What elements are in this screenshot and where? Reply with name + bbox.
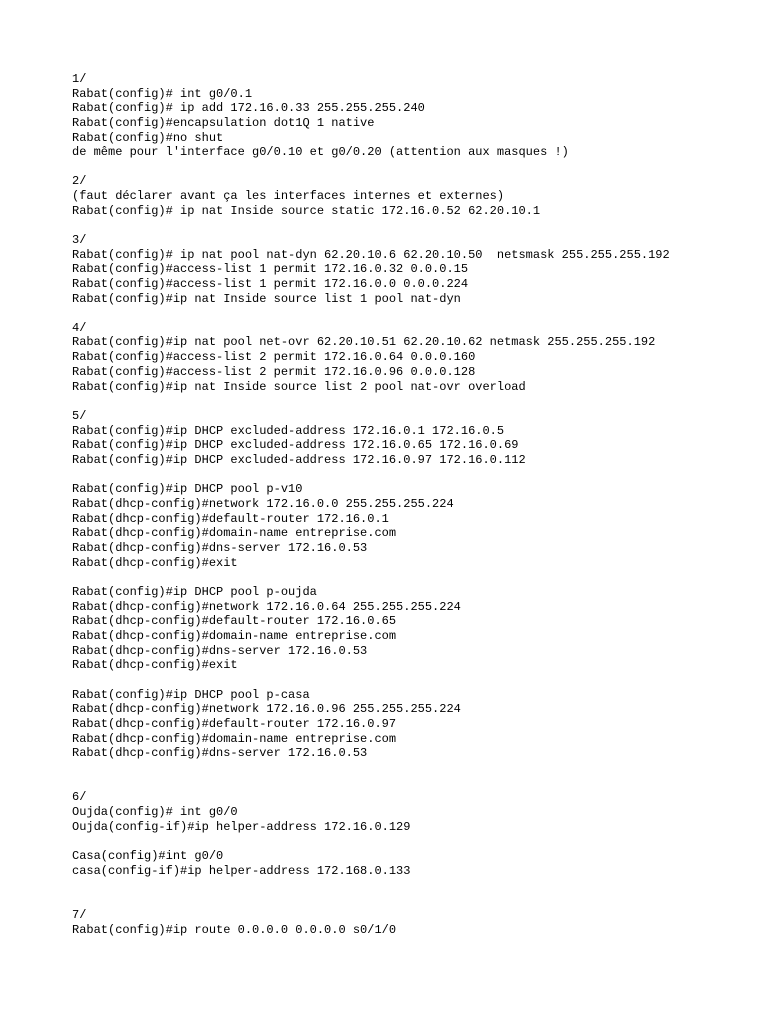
command-line: Rabat(dhcp-config)#exit [72,658,238,672]
section-1-heading: 1/ [72,72,87,86]
command-line: Rabat(config)#ip DHCP excluded-address 172.16.0.65 172.16.0.69 [72,438,519,452]
command-line: Rabat(dhcp-config)#default-router 172.16.0.97 [72,717,397,731]
command-line: Rabat(config)#access-list 2 permit 172.16.0.96 0.0.0.128 [72,365,476,379]
command-line: Rabat(dhcp-config)#default-router 172.16.0.65 [72,614,397,628]
command-line: Rabat(dhcp-config)#domain-name entreprise.com [72,629,397,643]
command-line: Rabat(config)#ip DHCP pool p-oujda [72,585,317,599]
section-5-heading: 5/ [72,409,87,423]
command-line: Rabat(dhcp-config)#network 172.16.0.96 255.255.255.224 [72,702,461,716]
command-line: Rabat(config)#ip route 0.0.0.0 0.0.0.0 s0/1/0 [72,923,397,937]
command-line: Rabat(config)#no shut [72,131,224,145]
command-line: Rabat(config)#ip DHCP excluded-address 172.16.0.97 172.16.0.112 [72,453,526,467]
command-line: Rabat(dhcp-config)#default-router 172.16.0.1 [72,512,389,526]
command-line: Rabat(config)#ip DHCP pool p-v10 [72,482,303,496]
command-line: Rabat(config)# ip add 172.16.0.33 255.255.255.240 [72,101,425,115]
command-line: Rabat(dhcp-config)#network 172.16.0.64 255.255.255.224 [72,600,461,614]
command-line: Rabat(config)# int g0/0.1 [72,87,253,101]
section-4-heading: 4/ [72,321,87,335]
command-line: Rabat(config)# ip nat Inside source static 172.16.0.52 62.20.10.1 [72,204,541,218]
note-line: de même pour l'interface g0/0.10 et g0/0.20 (attention aux masques !) [72,145,569,159]
command-line: Rabat(config)#ip nat pool net-ovr 62.20.10.51 62.20.10.62 netmask 255.255.255.192 [72,335,656,349]
command-line: Rabat(dhcp-config)#dns-server 172.16.0.53 [72,541,368,555]
command-line: Oujda(config-if)#ip helper-address 172.16.0.129 [72,820,411,834]
command-line: Rabat(dhcp-config)#domain-name entreprise.com [72,526,397,540]
command-line: Rabat(config)# ip nat pool nat-dyn 62.20.10.6 62.20.10.50 netsmask 255.255.255.192 [72,248,670,262]
command-line: Casa(config)#int g0/0 [72,849,224,863]
command-line: Rabat(config)#access-list 1 permit 172.16.0.32 0.0.0.15 [72,262,469,276]
command-line: Rabat(dhcp-config)#exit [72,556,238,570]
command-line: Rabat(config)#access-list 2 permit 172.16.0.64 0.0.0.160 [72,350,476,364]
section-7-heading: 7/ [72,908,87,922]
command-line: Rabat(config)#ip DHCP excluded-address 172.16.0.1 172.16.0.5 [72,424,505,438]
command-line: Rabat(config)#encapsulation dot1Q 1 native [72,116,375,130]
command-line: Rabat(config)#ip nat Inside source list 2 pool nat-ovr overload [72,380,526,394]
command-line: casa(config-if)#ip helper-address 172.168.0.133 [72,864,411,878]
command-line: Rabat(config)#ip DHCP pool p-casa [72,688,310,702]
command-line: Rabat(dhcp-config)#dns-server 172.16.0.53 [72,644,368,658]
command-line: Oujda(config)# int g0/0 [72,805,238,819]
command-line: Rabat(dhcp-config)#network 172.16.0.0 255.255.255.224 [72,497,454,511]
command-line: Rabat(config)#access-list 1 permit 172.16.0.0 0.0.0.224 [72,277,469,291]
section-3-heading: 3/ [72,233,87,247]
note-line: (faut déclarer avant ça les interfaces internes et externes) [72,189,505,203]
section-2-heading: 2/ [72,174,87,188]
command-line: Rabat(dhcp-config)#domain-name entreprise.com [72,732,397,746]
command-line: Rabat(dhcp-config)#dns-server 172.16.0.53 [72,746,368,760]
command-line: Rabat(config)#ip nat Inside source list 1 pool nat-dyn [72,292,461,306]
section-6-heading: 6/ [72,790,87,804]
